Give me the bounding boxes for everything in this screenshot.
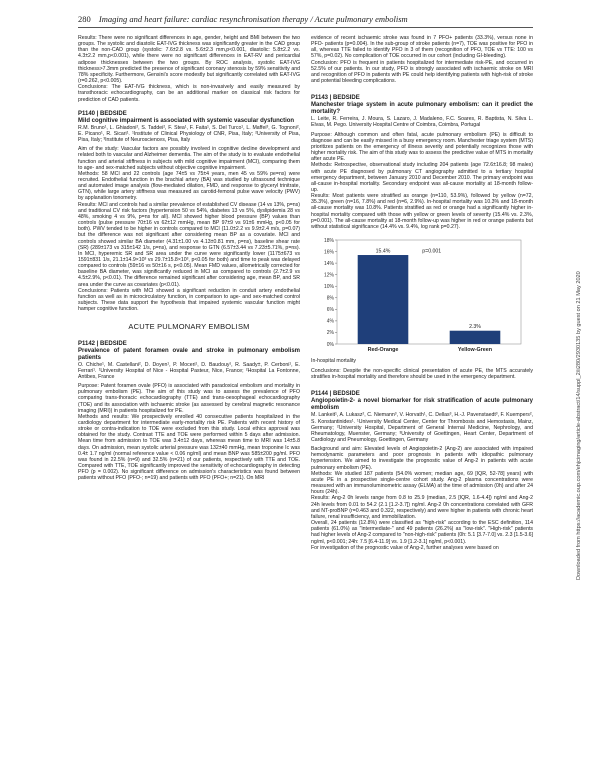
methods-paragraph: Methods and results: We prospectively enrolled 40 consecutive patients hospitalized in the cardiology department for intermediate early-mortality risk PE. Patients with recent history of stroke or contra-indication to TOE were excluded from this study. Local ethics approval was obtained for the study. Contrast TTE and TOE were performed within 5 days after admission. Mean time from admission to TOE was 3.4±12 days, whereas mean time to MRI was 14±5.8 days. On admission, mean systolic arterial pressure was 132±40 mmHg, mean troponine Ic was 0.4± 1.7 ng/ml (normal reference value < 0.06 ng/ml) and mean BNP was 585±200 pg/ml. PFO was found in 22.5% (n=9) and 32.5% (n=21) of our patients, respectively with TTE and TOE. Compared with TTE, TOE significantly improved the sensitivity of echocardiography in detecting PFO (p = 0.002). No significant difference on admission's characteristics was found between patients without PFO (PFO-; n=19) and patients with PFO (PFO+; n=21). On MRI	[78, 413, 300, 482]
left-column	[78, 35, 300, 482]
abstract-title: Angiopoietin-2- a novel biomarker for risk stratification of acute pulmonary embolism	[311, 398, 533, 412]
page-number: 280	[78, 14, 91, 24]
results-paragraph: Results: Ang-2 0h levels range from 0.8 to 25.9 (median, 2.5 [IQR, 1.6-4.4]) ng/ml and Ang-2 24h levels from 0.01 to 54.2 (2.1 [1.2-3.7]) ng/ml. Ang-2 0h concentrations correlated with GFR and NT-proBNP (r=0.463 and 0.322, respectively) and were higher in patients with chronic heart failure, renal insufficiency, and immobilization.	[311, 495, 533, 520]
background-paragraph: Background and aim: Elevated levels of Angiopoietin-2 (Ang-2) are associated with impaired hemodynamic parameters and poor prognosis in patients with idiopathic pulmonary hypertension. We aimed to investigate the prognostic value of Ang-2 in patients with acute pulmonary embolism (PE).	[311, 446, 533, 471]
data-label: 2.3%	[469, 324, 481, 331]
methods-paragraph: Methods: 58 MCI and 22 controls (age 74±5 vs 75±4 years, men 45 vs 59% pe=ns) were recruited. Endothelial function in the brachial artery (BA) was studied by ultrasound technique and automated image analysis (flow-mediated dilation, FMD, and response to glyceryl trinitrate, GTN), while large artery stiffness was measured as carotid-femoral pulse wave velocity (PWV) by applanation tonometry.	[78, 170, 300, 202]
methods-paragraph: Methods: We studied 187 patients (54.0% women; median age, 69 [IQR, 52-78] years) with acute PE in a prospective single-centre cohort study. Ang-2 plasma concentrations were measured with an immunoluminometric assay (ELMA) at the time of admission (0h) and after 24 hours (24h).	[311, 470, 533, 496]
conclusion-paragraph: Conclusion: PFO is frequent in patients hospitalized for intermediate risk-PE, and occurred in 52.5% of our patients. In our study, PFO is strongly associated with ischaemic stroke on MRI and recognition of PFO in patients with PE could help identifying patients with high-risk of stroke and potential bleeding complications.	[311, 59, 533, 85]
results-paragraph: Results: Most patients were stratified as orange (n=110, 53.9%), followed by yellow (n=72, 35.3%), green (n=16, 7.8%) and red (n=6, 2.9%). In-hospital mortality was 10.3% and 18-month all-cause mortality was 10.8%. Patients stratified as red or orange had a significantly higher in-hospital mortality compared with those with yellow or green levels of severity (15.4% vs. 2.3%, p=0.001). The all-cause mortality at 18-month follow-up was higher in red or orange patients but without statistical significance (14.4% vs. 9.4%, log rank p=0.27).	[311, 193, 533, 230]
download-watermark-text: Downloaded from https://academic.oup.com/ehjcimaging/article-abstract/14/suppl_2/ii280/2930135 by guest on 21 May 2020	[576, 271, 582, 580]
y-tick-label: 18%	[323, 237, 334, 244]
y-tick-label: 2%	[326, 330, 334, 337]
conclusions-paragraph: Conclusions: Patients with MCI showed a significant reduction in conduit artery endothelial function as well as in microcirculatory function, in comparison to age- and sex-matched control subjects. These data support the hypothesis that impaired systemic vascular function might hamper cognitive function.	[78, 287, 300, 313]
continued-paragraph: evidence of recent ischaemic stroke was found in 7 PFO+ patients (33.3%), versus none in PFO- patients (p=0.004). In the sub-group of stroke patients (n=7), TOE was positive for PFO in all, whereas TTE failed to identify PFO in 3 of them (recognition of PFO, TOE vs TTE: 100 vs 57%, p=0.02). No complication of TOE occurred in our cohort (including GI-bleeding).	[311, 35, 533, 60]
purpose-paragraph: Purpose: Although common and often fatal, acute pulmonary embolism (PE) is difficult to diagnose and can be easily missed in a busy emergency room. Manchester triage system (MTS) prioritizes patients on the emergency of illness severity and potentially recognizes those with higher mortality risk. The aim of this study was to assess the predictive value of MTS in mortality after acute PE.	[311, 131, 533, 163]
abstract-authors: R.M. Bruno¹, L. Ghiadoni², S. Taddei², F. Stea¹, F. Faita¹, S. Del Turco¹, L. Maffei³, G. Tognoni², E. Picano¹, R. Sicari¹. ¹Institute of Clinical Physiology of CNR, Pisa, Italy; ²University of Pisa, Pisa, Italy; ³Institute of Neurosciences, Pisa, Italy	[78, 124, 300, 144]
abstract-title: Manchester triage system in acute pulmonary embolism: can it predict the mortality?	[311, 102, 533, 116]
download-watermark	[568, 160, 582, 580]
abstract-id: P1140 | BEDSIDE	[78, 110, 127, 117]
results-paragraph: Results: MCI and controls had a similar prevalence of established CV disease (14 vs 13%, p=ns) and traditional CV risk factors (hypertension 50 vs 54%, diabetes 13 vs 5%, dyslipidemia 28 vs 48%, smoking 4 vs 9%, p=ns for all). MCI showed higher blood pressure (BP) values than controls (pulse pressure 70±16 vs 62±12 mmHg, mean BP 97±9 vs 91±6 mmHg, p<0.05 for both). PWV tended to be higher in controls compared to MCI (11.0±2.2 vs 9.9±2.4 m/s, p=0.07) but the difference was not significant after considering mean BP as a covariate. MCI and controls showed similar BA diameter (4.31±1.00 vs 4.13±0.81 mm, p=ns), baseline shear rate (SR) (289±173 vs 315±142 1/s, p=ns), and response to GTN (6.57±3.44 vs 7.23±5.71%, p=ns). In MCI, hyperemic SR and SR area under the curve were significantly lower (1175±673 vs 1591±831 1/s, 21.1±14.9×10³ vs 29.7±15.8×10³, p<0.05 for both) and time to peak was delayed compared to controls (59±16 vs 50±16 s, p<0.05). Mean FMD values, allometrically corrected for baseline BA diameter, was significantly reduced in MCI as compared to controls (2.7±2.9 vs 4.5±2.9%, p<0.01). The difference remained significant after considering age, mean BP, and SR area under the curve as covariates (p<0.01).	[78, 201, 300, 288]
y-tick-label: 10%	[323, 284, 334, 291]
further-paragraph: For investigation of the prognostic value of Ang-2, further analyses were based on	[311, 544, 499, 551]
header-rule	[78, 27, 533, 28]
abstract-id: P1142 | BEDSIDE	[78, 340, 127, 347]
overall-paragraph: Overall, 24 patients (12.8%) were classified as "high-risk" according to the ESC definition, 114 patients (61.0%) as "intermediate-" and 49 patients (26.2%) as "low-risk". "High-risk" patients had higher levels of Ang-2 compared to "non-high-risk" patients (0h: 5.1 [3.7-7.0] vs. 2.3 [1.5-3.6] ng/ml, p<0.001; 24h: 7.5 [6.4-11.9] vs. 1.9 [1.2-3.1] ng/ml, p<0.001).	[311, 520, 533, 545]
abstract-authors: M. Lankeit¹, A. Lukasz², C. Niemann³, V. Horvath¹, C. Dellas³, H.-J. Pavenstaedt³, F. Kuempers², S. Konstantinides¹. ¹University Medical Center, Center for Thrombosis and Hemostasis, Mainz, Germany; ²University Hospital, Department of General Internal Medicine, Nephrology, and Rheumatology, Muenster, Germany; ³University of Goettingen, Heart Center, Department of Cardiology and Pneumology, Goettingen, Germany	[311, 412, 533, 443]
y-tick-label: 16%	[323, 249, 334, 256]
mortality-chart	[311, 234, 533, 366]
abstract-id: P1143 | BEDSIDE	[311, 95, 360, 102]
aim-paragraph: Aim of the study: Vascular factors are possibly involved in cognitive decline development and related both to vascular and Alzheimer dementia. The aim of the study is to evaluate endothelial function and arterial stiffness in subjects with mild cognitive impairment (MCI), comparing them to age- and sex-matched subjects without objective cognitive impairment.	[78, 146, 300, 171]
x-axis-label: In-hospital mortality	[311, 358, 356, 365]
y-tick-label: 0%	[326, 341, 334, 348]
abstract-title: Mild cognitive impairment is associated with systemic vascular dysfunction	[78, 117, 295, 124]
bar	[358, 255, 409, 344]
abstract-title: Prevalence of patent foramen ovale and stroke in pulmonary embolism patients	[78, 347, 300, 361]
data-label: 15.4%	[375, 248, 391, 255]
y-tick-label: 12%	[323, 272, 334, 279]
abstract-authors: L. Leite, R. Ferreira, J. Moura, S. Lazaro, J. Madaleno, F.C. Soares, R. Baptista, N. Silva L. Elvas, M. Pego. University Hospital Centre of Coimbra, Coimbra, Portugal	[311, 116, 533, 129]
purpose-paragraph: Purpose: Patent foramen ovale (PFO) is associated with paradoxical embolism and mortality in pulmonary embolism (PE). The aim of this study was to assess the prevalence of PFO comparing trans-thoracic echocardiography (TTE) and trans-oesophageal echocardiography (TOE) and its association with ischaemic stroke (as assessed by cerebral magnetic resonance imaging (MRI)) in patients hospitalized for PE.	[78, 383, 300, 414]
results-paragraph: Results: There were no significant differences in age, gender, height and BMI between the two groups. The systolic and diastolic EAT-IVG thickness was significantly greater in the CAD group than the non-CAD group (systolic: 7.6±2.8 vs. 5.6±2.3 mm,p<0.001, diastolic: 5.8±2.2 vs. 4.3±2.2 mm,p<0.001), while there were no significant differences in EAT-RV and pericardial adipose thicknesses between the two groups. By ROC analysis, systolic EAT-IVG thickness>7.3mm predicted the presence of significant coronary stenosis by 59% sensitivity and 78% specificity. Furthermore, Gensini's score modestly but significantly correlated with EAT-IVG (r=0.262, p<0.005).	[78, 35, 300, 85]
bar	[450, 331, 501, 344]
y-tick-label: 14%	[323, 260, 334, 267]
abstract-id: P1144 | BEDSIDE	[311, 391, 360, 398]
x-tick-label: Yellow-Green	[457, 347, 493, 354]
abstract-authors: O. Chiche¹, M. Castellani², D. Doyen¹, P. Moceri¹, D. Baudouy¹, R. Saady±, P. Cerboni¹, E. Ferrari¹. ¹University Hospital of Nice - Hospital Pasteur, Nice, France; ²Hospital La Fontonne, Antibes, France	[78, 361, 300, 380]
p-value-annotation: p=0.001	[422, 248, 442, 255]
running-title: Imaging and heart failure: cardiac resynchronisation therapy / Acute pulmonary embolism	[98, 14, 408, 24]
methods-paragraph: Methods: Retrospective, observational study including 204 patients (age 72.6±16.8; 98 males) with acute PE diagnosed by pulmonary CT angiography admitted to a tertiary hospital emergency department, between January 2010 and December 2010. The primary endpoint was all-cause in-hospital mortality. Secondary endpoint was all-cause mortality at 18-month follow-up.	[311, 162, 533, 193]
x-tick-label: Red-Orange	[367, 347, 399, 354]
section-title: ACUTE PULMONARY EMBOLISM	[128, 322, 250, 332]
y-tick-label: 6%	[326, 307, 334, 314]
conclusions-paragraph: Conclusions: The EAT-IVG thickness, which is non-invasively and easily measured by transthoracic echocardiography, can be an additional marker on classical risk factors for prediction of CAD patients.	[78, 84, 300, 103]
y-tick-label: 4%	[326, 318, 334, 325]
running-header	[78, 14, 408, 24]
conclusions-paragraph: Conclusions: Despite the non-specific clinical presentation of acute PE, the MTS accurately stratifies in-hospital mortality and therefore should be used in the emergency department.	[311, 368, 533, 381]
right-column	[311, 35, 533, 551]
mortality-bar-chart	[311, 234, 533, 366]
y-tick-label: 8%	[326, 295, 334, 302]
